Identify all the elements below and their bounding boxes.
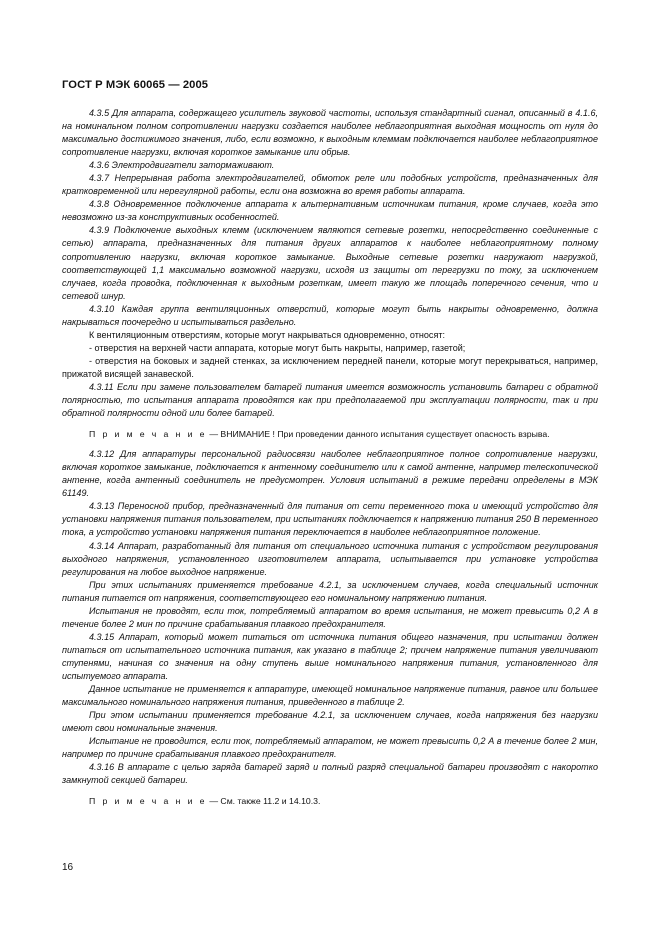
page-number: 16 (62, 862, 74, 873)
note-label: П р и м е ч а н и е (89, 429, 207, 440)
paragraph: Испытание не проводится, если ток, потребляемый аппаратом, не может превысить 0,2 А в течение более 2 мин, например по причине срабатывания плавкого предохранителя. (62, 736, 598, 760)
standard-header: ГОСТ Р МЭК 60065 — 2005 (62, 79, 209, 91)
paragraph: 4.3.11 Если при замене пользователем батарей питания имеется возможность установить батареи с обратной полярностью, то испытания аппарата проводятся как при предполагаемой при эксплуатации полярности, так и при обратной полярности одной или более батарей. (62, 381, 598, 419)
note-reference (62, 795, 598, 808)
note-text: — ВНИМАНИЕ ! При проведении данного испытания существует опасность взрыва. (206, 429, 550, 440)
clauses-4-3-12-to-4-3-16 (62, 448, 598, 787)
paragraph: При этих испытаниях применяется требование 4.2.1, за исключением случаев, когда специальный источник питания питается от напряжения, соответствующего его номинальному напряжению питания. (62, 579, 598, 603)
paragraph: 4.3.6 Электродвигатели затормаживают. (89, 160, 275, 171)
paragraph: 4.3.8 Одновременное подключение аппарата к альтернативным источникам питания, кроме случаев, когда это невозможно из-за конструктивных особенностей. (62, 199, 598, 223)
document-body (62, 107, 598, 815)
paragraph: К вентиляционным отверстиям, которые могут накрываться одновременно, относят: (89, 329, 446, 340)
note-label: П р и м е ч а н и е (89, 796, 207, 807)
paragraph: - отверстия на боковых и задней стенках, за исключением передней панели, которые могут перекрываться, например, прижатой висящей занавеской. (62, 355, 598, 379)
paragraph: 4.3.15 Аппарат, который может питаться от источника питания общего назначения, при испытании должен питаться от испытательного источника питания, как указано в таблице 2; причем напряжение питания увеличивают ступенями, начиная со значения на одну ступень выше номинального напряжения питания, установленного для испытуемого аппарата. (62, 631, 598, 681)
note-warning (62, 428, 598, 441)
paragraph: - отверстия на верхней части аппарата, которые могут быть накрыты, например, газетой; (89, 342, 466, 353)
paragraph: 4.3.12 Для аппаратуры персональной радиосвязи наиболее неблагоприятное полное сопротивление нагрузки, включая короткое замыкание, подключается к антенному соединителю или к самой антенне, например телескопической антенне, когда антенный соединитель не предусмотрен. Условия испытаний в режиме передачи определены в МЭК 61149. (62, 449, 598, 499)
paragraph: 4.3.7 Непрерывная работа электродвигателей, обмоток реле или подобных устройств, предназначенных для кратковременной или нерегулярной работы, если она возможна во время работы аппарата. (62, 173, 598, 197)
paragraph: 4.3.13 Переносной прибор, предназначенный для питания от сети переменного тока и имеющий устройство для установки напряжения питания пользователем, при испытаниях подключается к напряжению питания 250 В переменного тока, а устройство установки напряжения питания переключается в наиболее неблагоприятное положение. (62, 501, 598, 538)
note-text: — См. также 11.2 и 14.10.3. (206, 796, 321, 807)
paragraph: 4.3.14 Аппарат, разработанный для питания от специального источника питания с устройством регулирования выходного напряжения, установленного изготовителем аппарата, испытывается при установке устройства регулирования на любое выходное напряжение. (62, 540, 598, 577)
paragraph: Испытания не проводят, если ток, потребляемый аппаратом во время испытания, не может превысить 0,2 А в течение более 2 мин по причине срабатывания плавкого предохранителя. (62, 605, 598, 629)
paragraph: 4.3.5 Для аппарата, содержащего усилитель звуковой частоты, используя стандартный сигнал, описанный в 4.1.6, на номинальном полном сопротивлении нагрузки создается наиболее неблагоприятная выходная мощность от нуля до максимально достижимого значения, либо, если возможно, к выходным клеммам подключается наиболее неблагоприятное сопротивление нагрузки, включая короткое замыкание или обрыв. (62, 108, 598, 158)
paragraph: Данное испытание не применяется к аппаратуре, имеющей номинальное напряжение питания, равное или большее максимального номинального напряжения питания, приведенного в таблице 2. (62, 684, 598, 708)
paragraph: 4.3.9 Подключение выходных клемм (исключением являются сетевые розетки, непосредственно соединенные с сетью) аппарата, предназначенных для питания других аппаратов к наиболее неблагоприятному полному сопротивлению нагрузки, включая короткое замыкание. Выходные сетевые розетки нагружают нагрузкой, соответствующей 1,1 максимально возможной нагрузки, исходя из защиты от перегрузки по току, за исключением случаев, когда проводка, подключенная к выходным розеткам, имеет такую же площадь поперечного сечения, что и сетевой шнур. (62, 225, 598, 301)
paragraph: При этом испытании применяется требование 4.2.1, за исключением случаев, когда напряжения без нагрузки имеют свои номинальные значения. (62, 710, 598, 734)
paragraph: 4.3.10 Каждая группа вентиляционных отверстий, которые могут быть накрыты одновременно, должна накрываться поочередно и испытываться раздельно. (62, 303, 598, 327)
paragraph: 4.3.16 В аппарате с целью заряда батарей заряд и полный разряд специальной батареи производят с накоротко замкнутой секцией батареи. (62, 762, 598, 786)
clauses-4-3-5-to-4-3-11 (62, 107, 598, 420)
